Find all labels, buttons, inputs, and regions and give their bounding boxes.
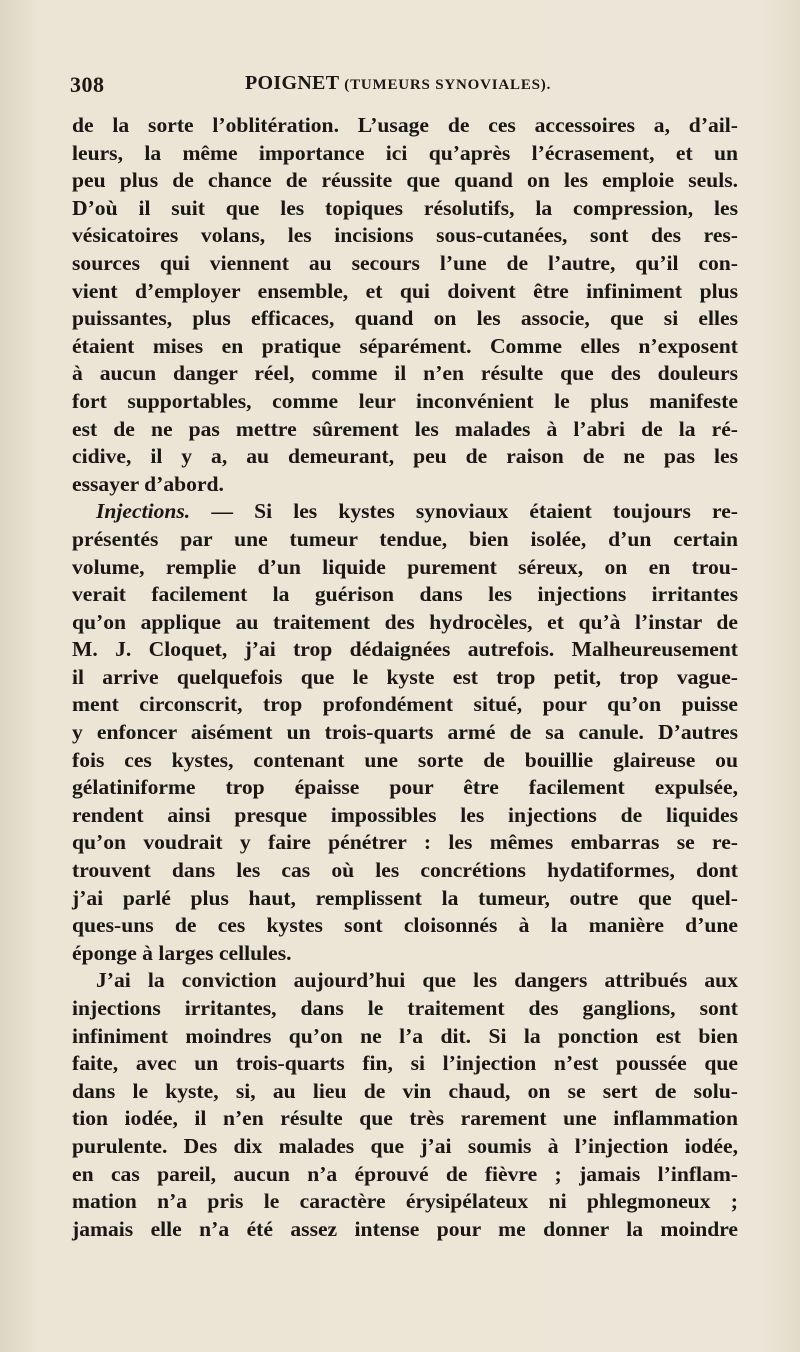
text-line: verait facilement la guérison dans les injections irritantes — [72, 582, 738, 607]
text-line: cidive, il y a, au demeurant, peu de raison de ne pas les — [72, 444, 738, 469]
text-line: de la sorte l’oblitération. L’usage de ces accessoires a, d’ail- — [72, 113, 738, 137]
text-line: gélatiniforme trop épaisse pour être facilement expulsée, — [72, 775, 738, 800]
text-line: sources qui viennent au secours l’une de l’autre, qu’il con- — [72, 250, 738, 275]
text-line: présentés par une tumeur tendue, bien isolée, d’un certain — [72, 526, 738, 551]
page-header — [70, 70, 740, 104]
text-line: en cas pareil, aucun n’a éprouvé de fièvre ; jamais l’inflam- — [72, 1161, 738, 1186]
text-line: j’ai parlé plus haut, remplissent la tumeur, outre que quel- — [72, 885, 738, 910]
text-line: qu’on voudrait y faire pénétrer : les mêmes embarras se re- — [72, 830, 738, 855]
running-head-main: POIGNET — [245, 72, 339, 94]
text-line: y enfoncer aisément un trois-quarts armé de sa canule. D’autres — [72, 720, 738, 745]
text-line: D’où il suit que les topiques résolutifs, la compression, les — [72, 195, 738, 220]
section-lead-rest: — Si les kystes synoviaux étaient toujours re- — [190, 499, 738, 524]
text-line: étaient mises en pratique séparément. Comme elles n’exposent — [72, 333, 738, 358]
paragraph-2 — [72, 498, 738, 967]
running-head — [245, 72, 551, 95]
text-line: à aucun danger réel, comme il n’en résulte que des douleurs — [72, 361, 738, 386]
text-line: essayer d’abord. — [72, 471, 224, 496]
paragraph-3 — [72, 967, 738, 1243]
text-line: il arrive quelquefois que le kyste est trop petit, trop vague- — [72, 664, 738, 689]
text-line: éponge à larges cellules. — [72, 940, 292, 965]
page-number: 308 — [70, 72, 105, 97]
text-line: dans le kyste, si, au lieu de vin chaud, on se sert de solu- — [72, 1078, 738, 1103]
paragraph-1 — [72, 112, 738, 498]
text-line — [72, 498, 738, 526]
section-lead: Injections. — [96, 499, 191, 524]
text-line: faite, avec un trois-quarts fin, si l’injection n’est poussée que — [72, 1051, 738, 1076]
body-text — [72, 112, 738, 1243]
text-line: fort supportables, comme leur inconvénient le plus manifeste — [72, 388, 738, 413]
text-line: qu’on applique au traitement des hydrocèles, et qu’à l’instar de — [72, 609, 738, 634]
text-line: ques-uns de ces kystes sont cloisonnés à la manière d’une — [72, 913, 738, 938]
text-line: ment circonscrit, trop profondément situé, pour qu’on puisse — [72, 692, 738, 717]
text-line: jamais elle n’a été assez intense pour me donner la moindre — [72, 1216, 738, 1241]
text-line: mation n’a pris le caractère érysipélateux ni phlegmoneux ; — [72, 1189, 738, 1214]
text-line: infiniment moindres qu’on ne l’a dit. Si la ponction est bien — [72, 1023, 738, 1048]
text-line: volume, remplie d’un liquide purement séreux, on en trou- — [72, 554, 738, 579]
running-head-sub: (TUMEURS SYNOVIALES). — [344, 77, 552, 93]
text-line: M. J. Cloquet, j’ai trop dédaignées autrefois. Malheureusement — [72, 637, 738, 662]
text-line: vient d’employer ensemble, et qui doivent être infiniment plus — [72, 278, 738, 303]
text-line: injections irritantes, dans le traitement des ganglions, sont — [72, 996, 738, 1020]
text-line: peu plus de chance de réussite que quand on les emploie seuls. — [72, 168, 738, 193]
text-line: vésicatoires volans, les incisions sous-cutanées, sont des res- — [72, 223, 738, 248]
text-line: fois ces kystes, contenant une sorte de bouillie glaireuse ou — [72, 747, 738, 772]
text-line: rendent ainsi presque impossibles les injections de liquides — [72, 802, 738, 827]
text-line: leurs, la même importance ici qu’après l’écrasement, et un — [72, 140, 738, 165]
text-line: J’ai la conviction aujourd’hui que les dangers attribués aux — [96, 968, 738, 993]
text-line: puissantes, plus efficaces, quand on les associe, que si elles — [72, 306, 738, 331]
text-line: est de ne pas mettre sûrement les malades à l’abri de la ré- — [72, 416, 738, 441]
text-line: trouvent dans les cas où les concrétions hydatiformes, dont — [72, 858, 738, 883]
text-line: purulente. Des dix malades que j’ai soumis à l’injection iodée, — [72, 1133, 738, 1158]
text-line: tion iodée, il n’en résulte que très rarement une inflammation — [72, 1106, 738, 1131]
